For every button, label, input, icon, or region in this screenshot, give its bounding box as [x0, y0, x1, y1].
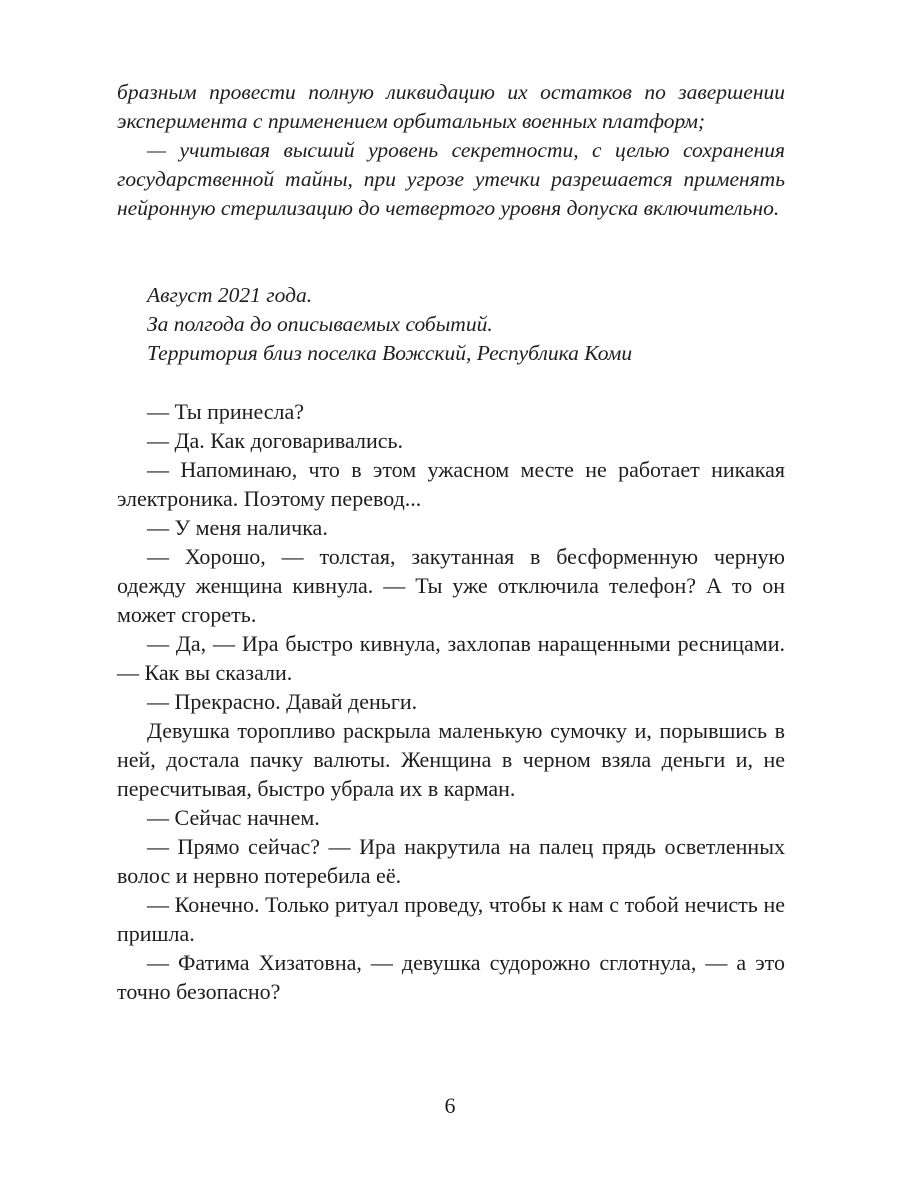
paragraph: Девушка торопливо раскрыла маленькую сумочку и, порывшись в ней, достала пачку валюты. Женщина в черном взяла деньги и, не пересчитывая, быстро убрала их в карман.	[117, 718, 785, 801]
scene-date: Август 2021 года.	[147, 283, 313, 307]
paragraph: — Прекрасно. Давай деньги.	[147, 689, 418, 714]
section-spacer	[117, 368, 785, 397]
scene-header	[117, 281, 785, 368]
paragraph: — Прямо сейчас? — Ира накрутила на палец прядь осветленных волос и нервно потеребила её.	[117, 834, 785, 888]
continuation-paragraph: — учитывая высший уровень секретности, с целью сохранения государственной тайны, при угрозе утечки разрешается применять нейронную стерилизацию до четвертого уровня допуска включительно.	[117, 138, 785, 220]
section-spacer	[117, 223, 785, 281]
continuation-paragraph: бразным провести полную ликвидацию их остатков по завершении эксперимента с применением орбитальных военных платформ;	[117, 80, 785, 133]
paragraph: — У меня наличка.	[147, 515, 328, 540]
paragraph: — Хорошо, — толстая, закутанная в бесформенную черную одежду женщина кивнула. — Ты уже отключила телефон? А то он может сгореть.	[117, 544, 785, 627]
page-number: 6	[444, 1093, 456, 1118]
paragraph: — Ты принесла?	[147, 399, 305, 424]
paragraph: — Фатима Хизатовна, — девушка судорожно сглотнула, — а это точно безопасно?	[117, 950, 785, 1004]
scene-time-note: За полгода до описываемых событий.	[147, 312, 493, 336]
paragraph: — Да. Как договаривались.	[147, 428, 404, 453]
scene-location: Территория близ поселка Вожский, Республика Коми	[147, 341, 633, 365]
paragraph: — Сейчас начнем.	[147, 805, 320, 830]
dialogue-body	[117, 397, 785, 1006]
book-page	[117, 78, 785, 1006]
paragraph: — Да, — Ира быстро кивнула, захлопав наращенными ресницами. — Как вы сказали.	[117, 631, 785, 685]
paragraph: — Напоминаю, что в этом ужасном месте не работает никакая электроника. Поэтому перевод...	[117, 457, 785, 511]
paragraph: — Конечно. Только ритуал проведу, чтобы к нам с тобой нечисть не пришла.	[117, 892, 785, 946]
